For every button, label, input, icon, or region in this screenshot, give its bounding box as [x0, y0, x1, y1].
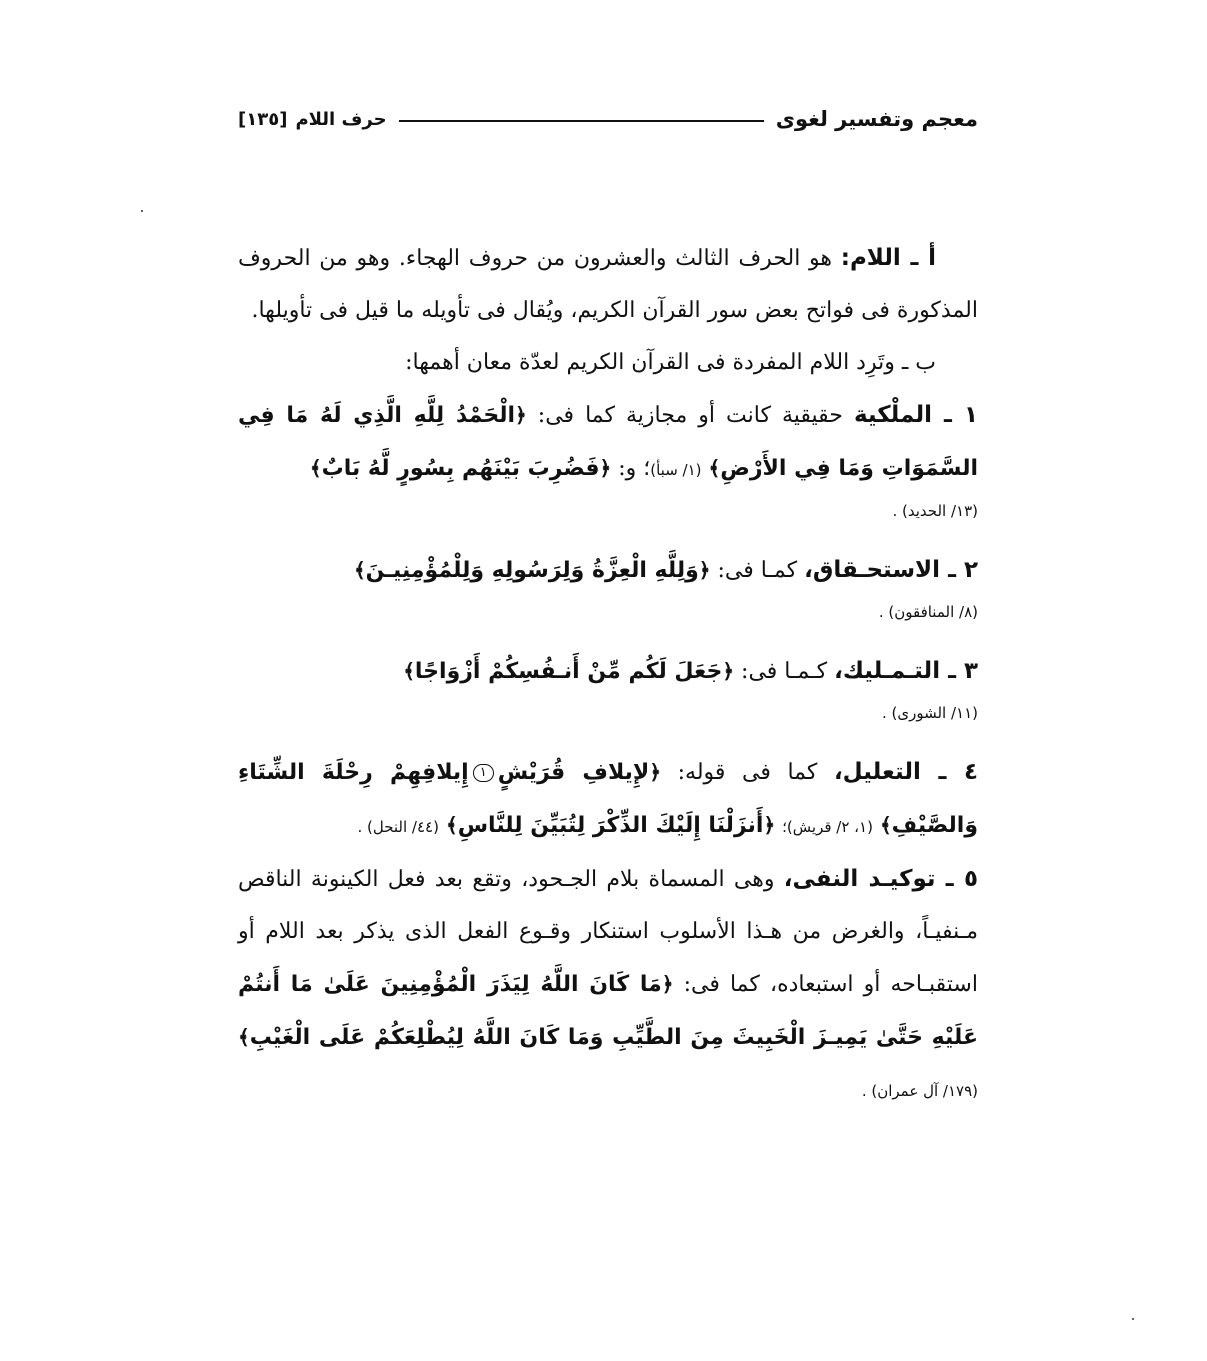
item-label: ٢ ـ الاستحـقاق،	[804, 557, 978, 583]
paragraph-b-text: ب ـ وتَرِد اللام المفردة فى القرآن الكريم لعدّة معان أهمها:	[405, 350, 936, 375]
verse-reference: (٨/ المنافقون) .	[878, 603, 978, 621]
item-text: كما فى قوله:	[677, 760, 818, 785]
running-header	[238, 102, 978, 136]
brace-close: ﴾	[445, 813, 458, 837]
verse-reference: (٤٤/ النحل) .	[357, 818, 439, 836]
brace-open: ﴿	[763, 813, 776, 837]
brace-open: ﴿	[661, 972, 674, 996]
item-label: ٥ ـ توكيـد النفى،	[783, 866, 978, 892]
item-conjunction: ؛ و:	[618, 456, 651, 481]
quran-verse: مَا كَانَ اللَّهُ لِيَذَرَ الْمُؤْمِنِينَ عَلَىٰ مَا أَنتُمْ عَلَيْهِ حَتَّىٰ يَمِيـزَ الْخَبِيثَ مِنَ الطَّيِّبِ وَمَا كَانَ اللَّهُ لِيُطْلِعَكُمْ عَلَى الْغَيْبِ	[238, 972, 978, 1050]
brace-open: ﴿	[649, 760, 662, 784]
brace-open: ﴿	[515, 403, 527, 427]
paragraph-a-text: هو الحرف الثالث والعشرون من حروف الهجاء. وهو من الحروف المذكورة فى فواتح بعض سور القرآن الكريم، ويُقال فى تأويله ما قيل فى تأويلها.	[238, 246, 978, 323]
paragraph-a	[238, 232, 978, 337]
brace-open: ﴿	[722, 659, 735, 683]
body-text	[238, 232, 978, 1117]
quran-verse: أَنزَلْنَا إِلَيْكَ الذِّكْرَ لِتُبَيِّنَ لِلنَّاسِ	[457, 813, 764, 838]
quran-verse: فَضُرِبَ بَيْنَهُم بِسُورٍ لَّهُ بَابٌ	[321, 456, 600, 481]
verse-reference: (١١/ الشورى) .	[881, 704, 978, 722]
quran-verse: وَلِلَّهِ الْعِزَّةُ وَلِرَسُولِهِ وَلِلْمُؤْمِنِيـنَ	[365, 558, 699, 583]
brace-open: ﴿	[599, 456, 612, 480]
quran-verse: الْحَمْدُ لِلَّهِ الَّذِي لَهُ مَا فِي السَّمَوَاتِ وَمَا فِي الأَرْضِ	[238, 403, 978, 481]
list-item	[238, 746, 978, 853]
quran-verse: جَعَلَ لَكُم مِّنْ أَنـفُسِكُمْ أَزْوَاجًا	[414, 659, 723, 684]
verse-reference: (١، ٢/ قريش)؛	[782, 818, 873, 836]
paragraph-b	[238, 337, 978, 389]
list-item	[238, 389, 978, 496]
ayah-number-marker: ١	[473, 764, 494, 782]
brace-close: ﴾	[403, 659, 415, 683]
verse-reference: (١٧٩/ آل عمران) .	[861, 1082, 978, 1100]
list-item	[238, 645, 978, 698]
book-title: معجم وتفسير لغوى	[775, 107, 978, 131]
verse-reference: (١/ سبأ)	[650, 461, 702, 479]
verse-reference: (١٣/ الحديد) .	[892, 502, 978, 520]
chapter-title: حرف اللام	[295, 108, 387, 130]
verse-reference-line	[238, 698, 978, 728]
brace-close: ﴾	[353, 558, 366, 582]
quran-verse: إِيلافِهِمْ رِحْلَةَ الشِّتَاءِ وَالصَّيْفِ	[238, 760, 978, 838]
header-rule	[399, 120, 764, 122]
verse-reference-line	[238, 496, 978, 526]
quran-verse: لإِيلافِ قُرَيْشٍ	[497, 760, 650, 785]
list-item	[238, 544, 978, 597]
brace-close: ﴾	[309, 456, 322, 480]
item-label: ٤ ـ التعليل،	[833, 759, 978, 785]
item-text: كمـا فى:	[717, 558, 798, 583]
scan-dot	[141, 210, 143, 212]
scan-dot	[1132, 1318, 1134, 1320]
verse-reference-line	[238, 597, 978, 627]
brace-close: ﴾	[879, 813, 892, 837]
item-text: كـمـا فى:	[741, 659, 828, 684]
brace-close: ﴾	[708, 456, 721, 480]
item-label: ١ ـ الملْكية	[853, 402, 978, 428]
page-number: [١٣٥]	[238, 108, 288, 130]
item-label: ٣ ـ التـمـليك،	[834, 658, 978, 684]
item-text: حقيقية كانت أو مجازية كما فى:	[537, 403, 843, 428]
item-text: وهى المسماة بلام الجـحود، وتقع بعد فعل الكينونة الناقص مـنفيـاً، والغرض من هـذا الأسلوب استنكار وقـوع الفعل الذى يذكر بعد اللام أو استقبـاحه أو استبعاده، كما فى:	[238, 867, 978, 997]
term-a-label: أ ـ اللام:	[840, 245, 936, 271]
list-item	[238, 853, 978, 1117]
brace-open: ﴿	[698, 558, 711, 582]
brace-close: ﴾	[238, 1025, 250, 1049]
